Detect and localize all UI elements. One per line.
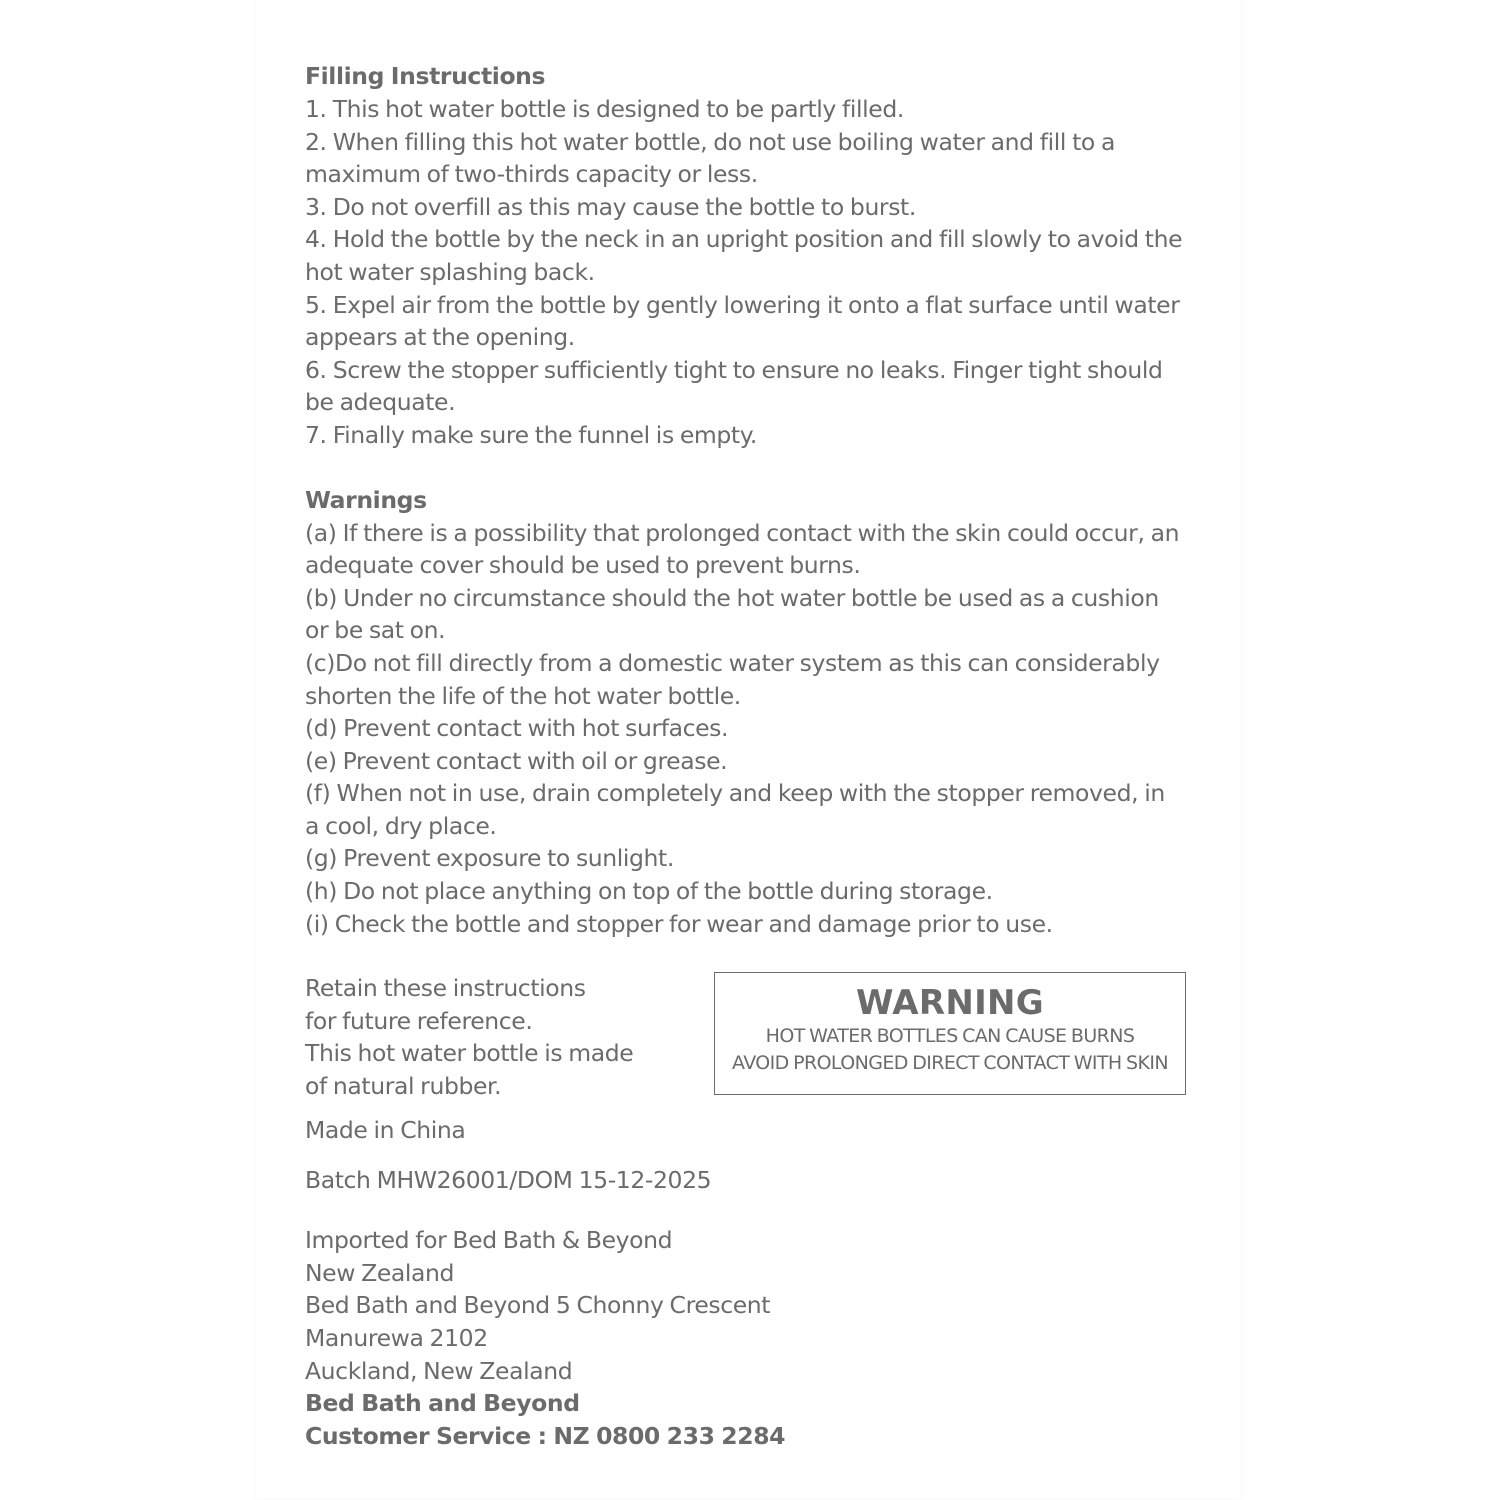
section-spacer bbox=[305, 452, 1195, 484]
warnings-section bbox=[305, 484, 1195, 941]
warning-box-line: HOT WATER BOTTLES CAN CAUSE BURNS bbox=[765, 1025, 1135, 1048]
warning-line: (e) Prevent contact with oil or grease. bbox=[305, 746, 728, 775]
filling-line: maximum of two-thirds capacity or less. bbox=[305, 160, 758, 189]
warning-line: shorten the life of the hot water bottle. bbox=[305, 681, 741, 710]
batch-number: Batch MHW26001/DOM 15-12-2025 bbox=[305, 1166, 712, 1195]
importer-line: Manurewa 2102 bbox=[305, 1324, 488, 1353]
warning-line: (g) Prevent exposure to sunlight. bbox=[305, 844, 674, 873]
warning-line: (h) Do not place anything on top of the bottle during storage. bbox=[305, 877, 993, 906]
importer-line: Imported for Bed Bath & Beyond bbox=[305, 1226, 673, 1255]
warning-line: adequate cover should be used to prevent burns. bbox=[305, 551, 861, 580]
retain-line: for future reference. bbox=[305, 1006, 533, 1035]
filling-line: 1. This hot water bottle is designed to be partly filled. bbox=[305, 95, 904, 123]
section-spacer bbox=[305, 940, 1195, 972]
warning-line: (d) Prevent contact with hot surfaces. bbox=[305, 714, 729, 743]
retain-instructions bbox=[305, 972, 705, 1102]
retain-line: This hot water bottle is made bbox=[305, 1039, 634, 1068]
warning-line: (i) Check the bottle and stopper for wear and damage prior to use. bbox=[305, 909, 1053, 938]
filling-line: hot water splashing back. bbox=[305, 257, 595, 286]
retain-and-warning-row bbox=[305, 972, 1195, 1102]
filling-line: 4. Hold the bottle by the neck in an upright position and fill slowly to avoid the bbox=[305, 225, 1183, 254]
importer-company: Bed Bath and Beyond bbox=[305, 1389, 580, 1418]
importer-line: New Zealand bbox=[305, 1258, 455, 1287]
customer-service: Customer Service : NZ 0800 233 2284 bbox=[305, 1421, 786, 1450]
retain-line: Retain these instructions bbox=[305, 974, 586, 1003]
warning-line: (b) Under no circumstance should the hot water bottle be used as a cushion bbox=[305, 583, 1159, 612]
warning-box-title: WARNING bbox=[855, 983, 1045, 1024]
label-content bbox=[305, 60, 1195, 1452]
retain-line: of natural rubber. bbox=[305, 1072, 502, 1101]
importer-section bbox=[305, 1224, 1195, 1452]
warning-line: a cool, dry place. bbox=[305, 811, 497, 840]
warning-line: (f) When not in use, drain completely and keep with the stopper removed, in bbox=[305, 779, 1165, 808]
warning-box bbox=[714, 972, 1186, 1095]
warning-line: or be sat on. bbox=[305, 616, 446, 645]
warnings-heading: Warnings bbox=[305, 485, 427, 514]
filling-line: 3. Do not overfill as this may cause the bottle to burst. bbox=[305, 192, 916, 221]
spacer bbox=[305, 1102, 1195, 1114]
importer-line: Bed Bath and Beyond 5 Chonny Crescent bbox=[305, 1291, 771, 1320]
filling-line: 5. Expel air from the bottle by gently lowering it onto a flat surface until water bbox=[305, 290, 1180, 319]
filling-line: 6. Screw the stopper sufficiently tight to ensure no leaks. Finger tight should bbox=[305, 355, 1163, 384]
filling-line: appears at the opening. bbox=[305, 323, 575, 352]
spacer bbox=[305, 1197, 1195, 1224]
warning-line: (c)Do not fill directly from a domestic water system as this can considerably bbox=[305, 648, 1160, 677]
filling-instructions-heading: Filling Instructions bbox=[305, 62, 546, 90]
filling-line: 2. When filling this hot water bottle, do not use boiling water and fill to a bbox=[305, 127, 1115, 156]
filling-line: 7. Finally make sure the funnel is empty. bbox=[305, 420, 757, 449]
spacer bbox=[305, 1147, 1195, 1164]
filling-instructions-section bbox=[305, 60, 1195, 452]
warning-box-line: AVOID PROLONGED DIRECT CONTACT WITH SKIN bbox=[732, 1052, 1168, 1075]
filling-line: be adequate. bbox=[305, 388, 456, 417]
importer-line: Auckland, New Zealand bbox=[305, 1356, 573, 1385]
country-of-origin: Made in China bbox=[305, 1116, 466, 1145]
warning-line: (a) If there is a possibility that prolonged contact with the skin could occur, an bbox=[305, 518, 1180, 547]
